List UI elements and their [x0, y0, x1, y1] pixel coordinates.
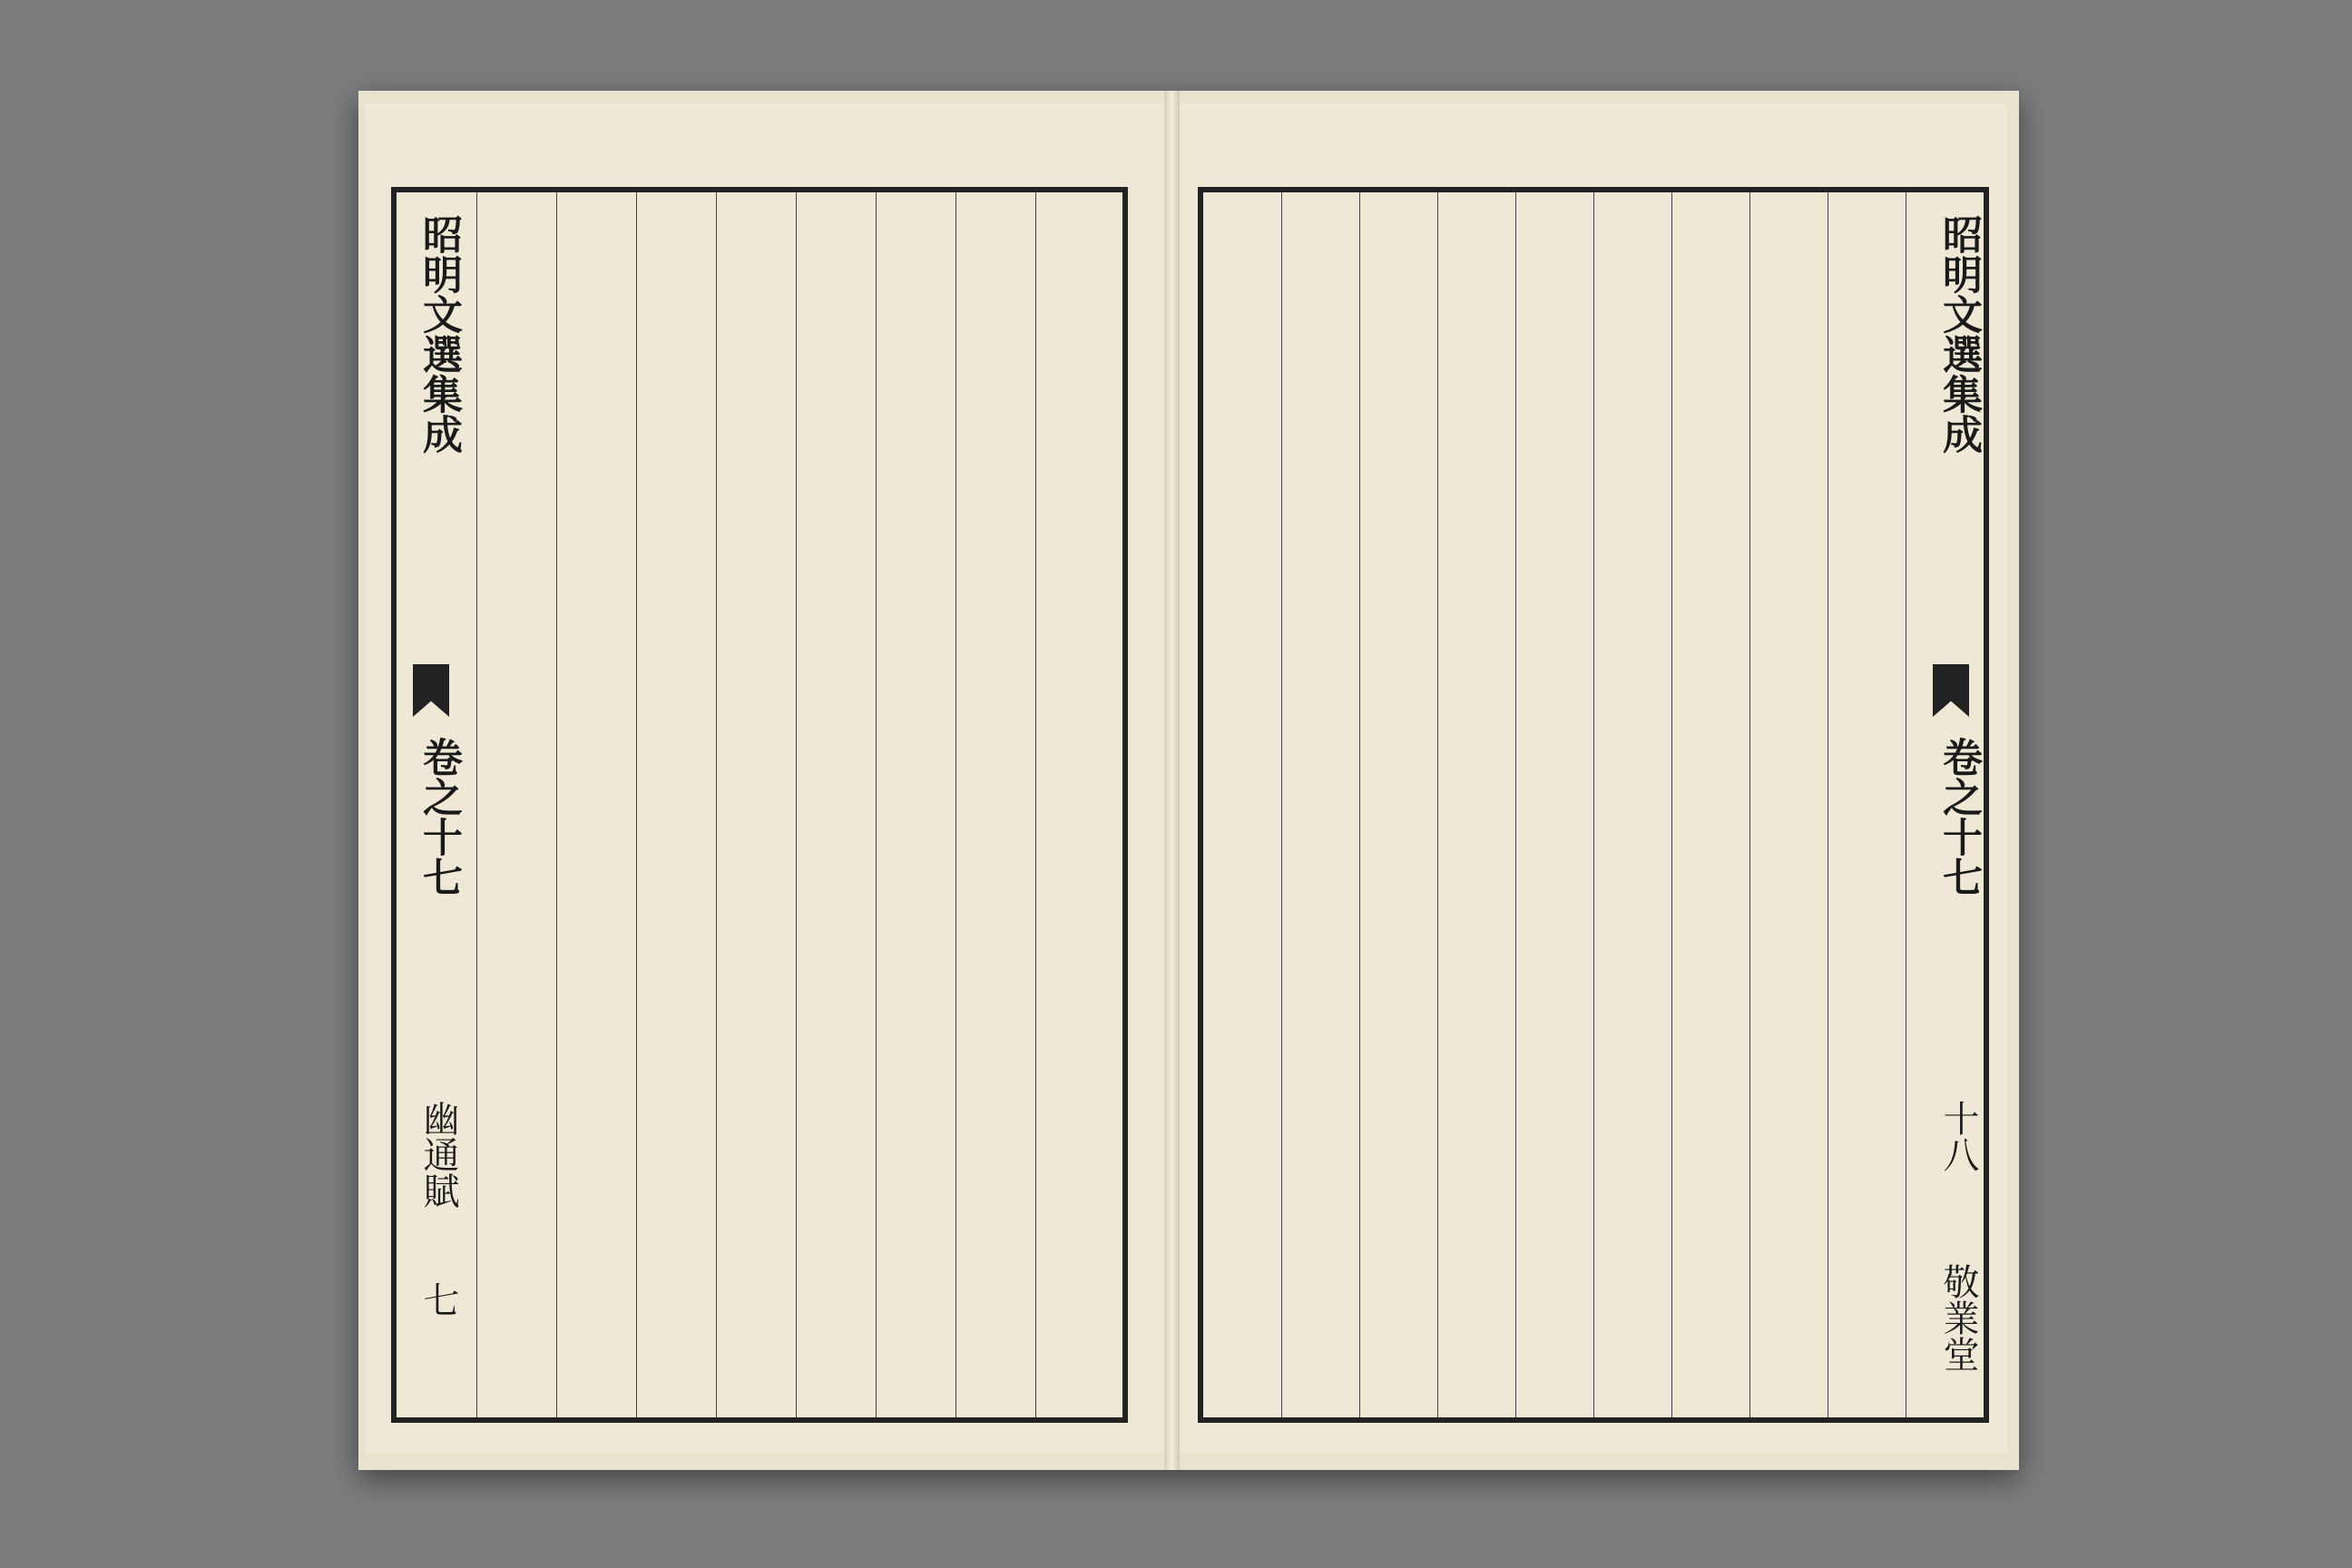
left-section-label: 幽通賦: [417, 1100, 459, 1209]
left-page: [366, 103, 1164, 1454]
left-volume-label: 卷之十七: [416, 737, 462, 897]
right-text-frame: [1198, 187, 1989, 1423]
right-page: [1180, 103, 2007, 1454]
open-book: [358, 91, 2019, 1470]
right-folio-number: 十八: [1937, 1100, 1979, 1172]
left-margin-title: 昭明文選集成: [416, 214, 462, 454]
right-margin-title: 昭明文選集成: [1936, 214, 1982, 454]
book-gutter: [1164, 91, 1180, 1470]
left-folio-number: 七: [417, 1281, 459, 1318]
right-volume-label: 卷之十七: [1936, 737, 1982, 897]
right-publisher-label: 敬業堂: [1937, 1263, 1979, 1372]
fish-tail-ornament-icon: [1933, 664, 1969, 717]
left-text-frame: [391, 187, 1128, 1423]
fish-tail-ornament-icon: [413, 664, 449, 717]
